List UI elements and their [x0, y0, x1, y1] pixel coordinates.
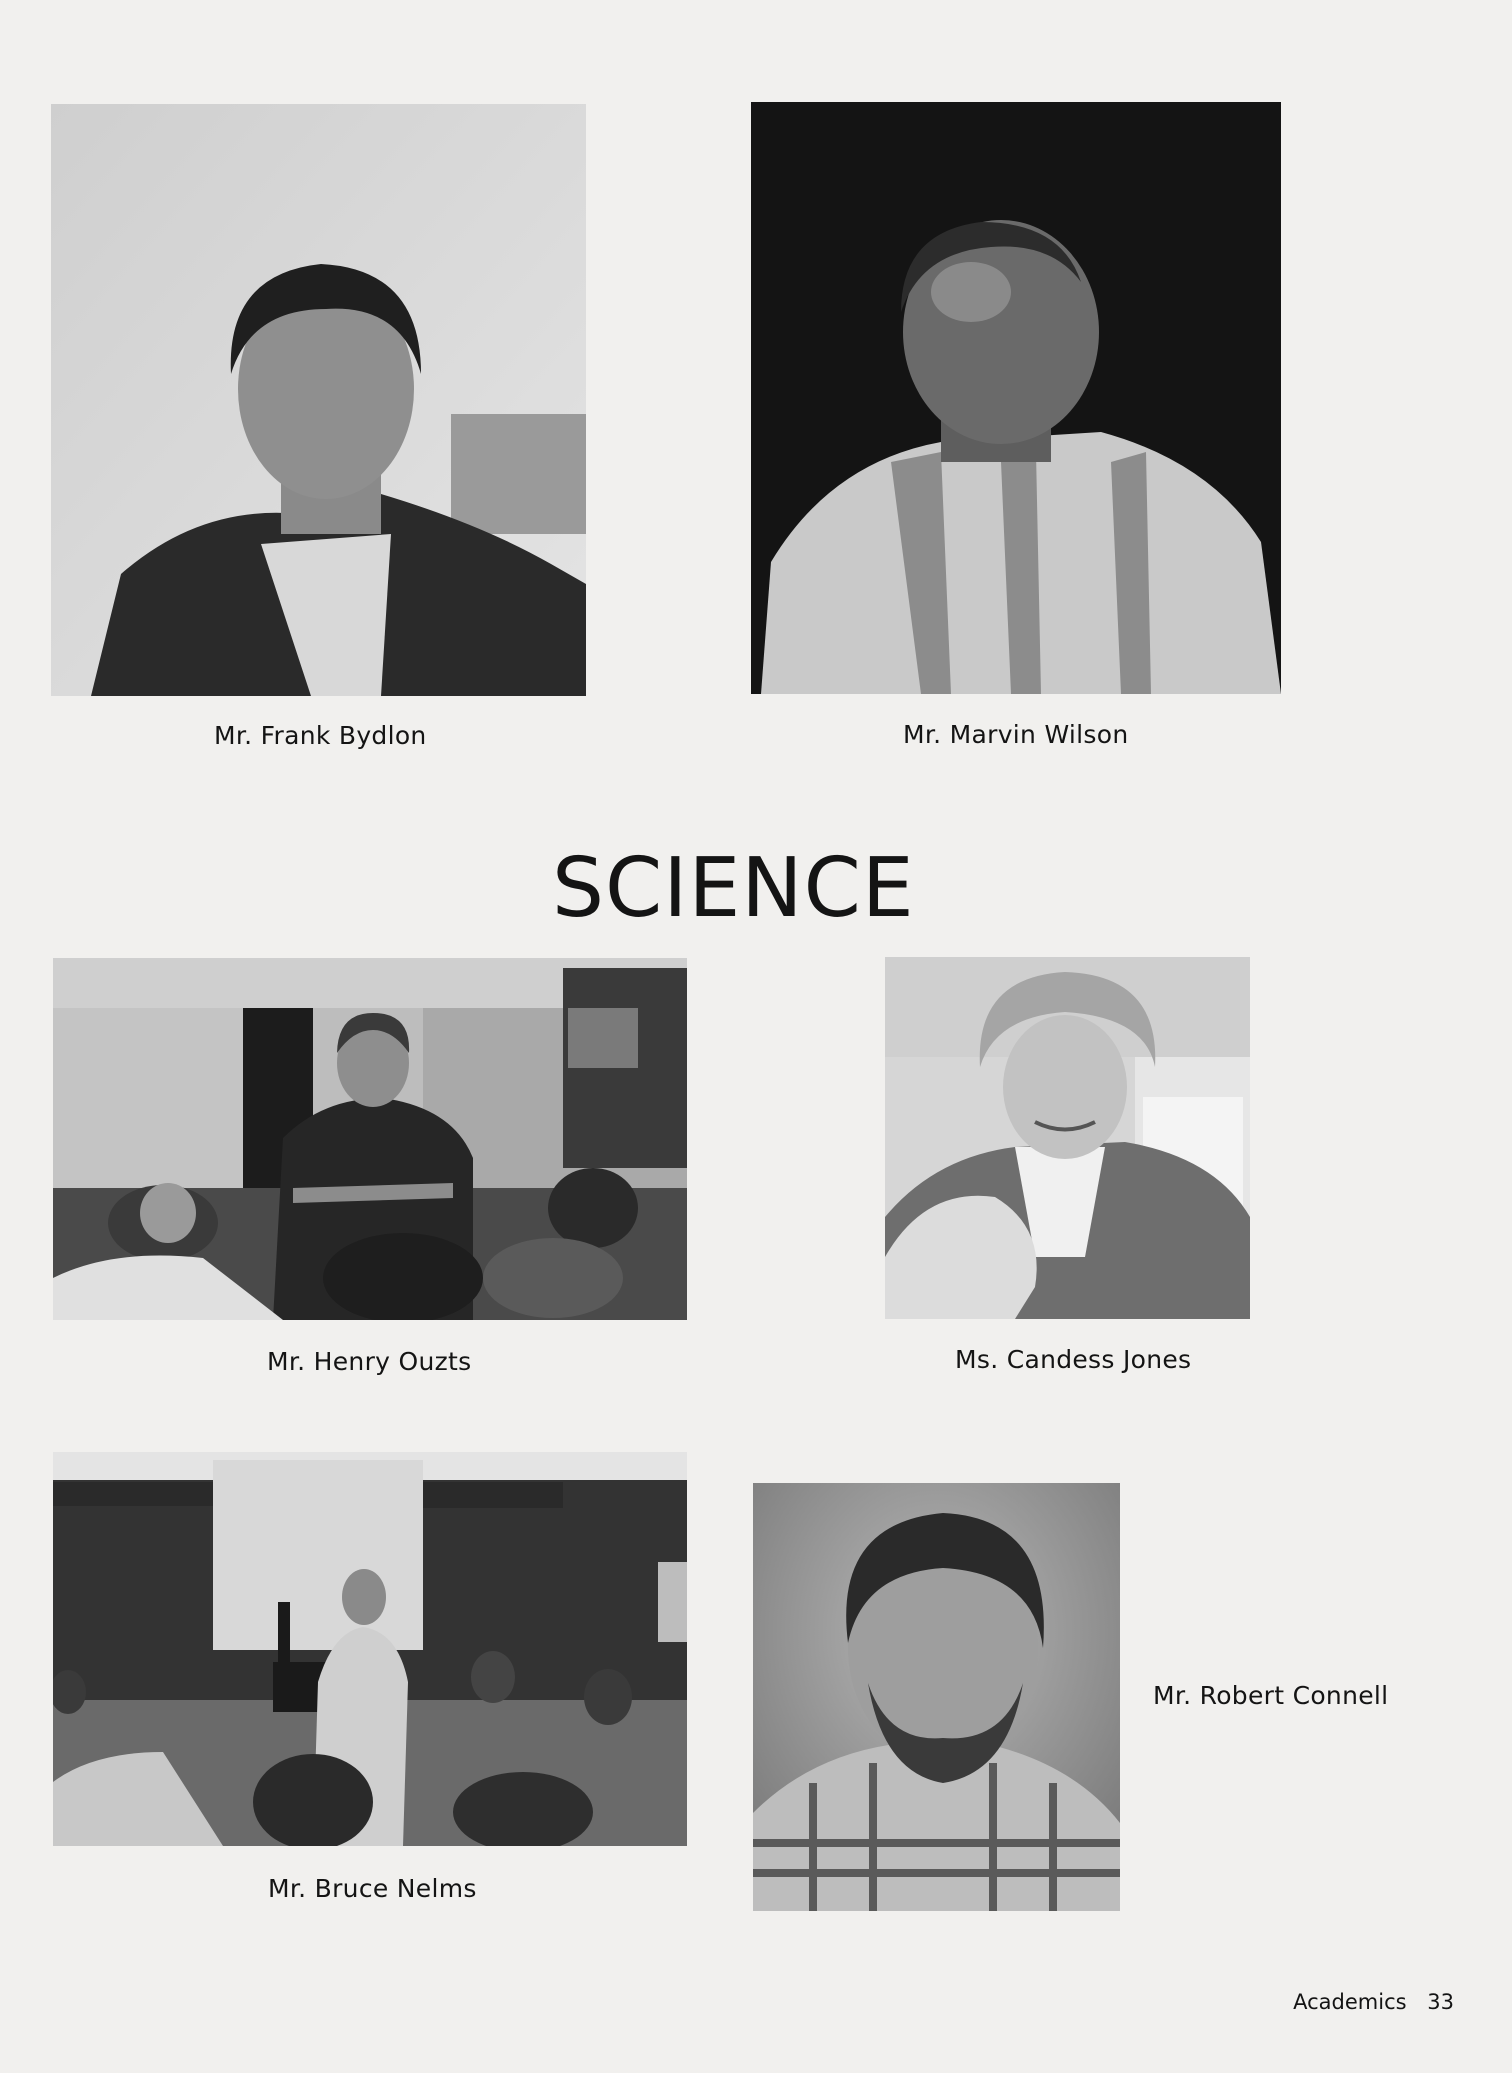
caption-henry-ouzts: Mr. Henry Ouzts [267, 1347, 472, 1376]
footer-section-label: Academics [1293, 1990, 1407, 2014]
section-title: SCIENCE [552, 841, 915, 936]
page-number: 33 [1427, 1990, 1454, 2014]
photo-candess-jones [885, 957, 1250, 1319]
photo-henry-ouzts [53, 958, 687, 1320]
caption-marvin-wilson: Mr. Marvin Wilson [903, 720, 1129, 749]
caption-bruce-nelms: Mr. Bruce Nelms [268, 1874, 477, 1903]
caption-robert-connell: Mr. Robert Connell [1153, 1681, 1389, 1710]
photo-frank-bydlon [51, 104, 586, 696]
photo-marvin-wilson [751, 102, 1281, 694]
caption-candess-jones: Ms. Candess Jones [955, 1345, 1192, 1374]
page-footer [1279, 1990, 1454, 2014]
photo-bruce-nelms [53, 1452, 687, 1846]
caption-frank-bydlon: Mr. Frank Bydlon [214, 721, 427, 750]
photo-robert-connell [753, 1483, 1120, 1911]
